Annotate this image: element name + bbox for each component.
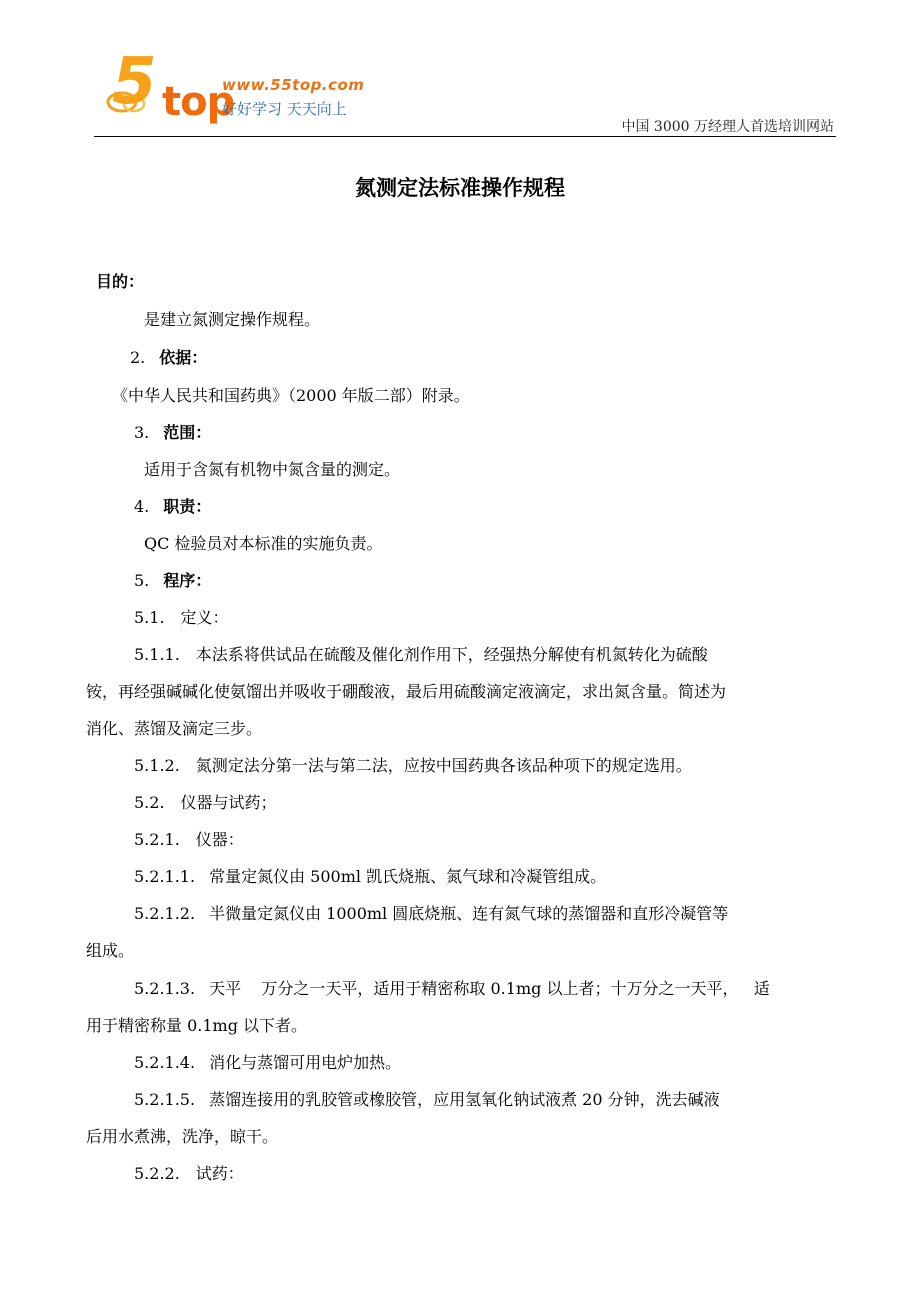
line-text: 是建立氮测定操作规程。 xyxy=(144,310,321,329)
header-divider xyxy=(94,136,836,137)
section-number: 5.2.1.5. xyxy=(134,1090,196,1109)
document-line xyxy=(96,272,144,292)
section-heading: 程序： xyxy=(163,571,212,590)
line-text: 定义： xyxy=(180,608,229,627)
line-text: 消化与蒸馏可用电炉加热。 xyxy=(209,1053,402,1072)
line-text: 用于精密称量 0.1mg 以下者。 xyxy=(86,1016,308,1035)
section-number: 5.2.1.4. xyxy=(134,1053,196,1072)
document-line xyxy=(134,867,606,887)
document-line xyxy=(134,756,692,776)
section-number: 5.2.1. xyxy=(134,830,180,849)
section-number: 5.2. xyxy=(134,793,165,812)
document-title: 氮测定法标准操作规程 xyxy=(355,176,565,200)
line-text: 消化、蒸馏及滴定三步。 xyxy=(86,719,263,738)
section-number: 2. xyxy=(130,348,146,367)
section-heading: 依据： xyxy=(159,348,208,367)
line-text: 试药： xyxy=(195,1164,244,1183)
line-text: 适用于含氮有机物中氮含量的测定。 xyxy=(144,460,401,479)
section-heading: 目的： xyxy=(96,272,145,291)
document-line xyxy=(86,1016,307,1036)
document-line xyxy=(134,497,211,517)
document-line xyxy=(134,979,770,999)
document-line xyxy=(86,941,134,961)
section-number: 5.2.1.1. xyxy=(134,867,196,886)
document-line xyxy=(134,904,728,924)
document-line xyxy=(144,310,320,330)
section-number: 5.1. xyxy=(134,608,165,627)
document-line xyxy=(86,719,262,739)
document-line xyxy=(134,793,277,813)
line-text: 常量定氮仪由 500ml 凯氏烧瓶、氮气球和冷凝管组成。 xyxy=(209,867,607,886)
line-text: 本法系将供试品在硫酸及催化剂作用下，经强热分解使有机氮转化为硫酸 xyxy=(195,645,708,664)
line-text: 蒸馏连接用的乳胶管或橡胶管，应用氢氧化钠试液煮 20 分钟，洗去碱液 xyxy=(209,1090,720,1109)
document-line xyxy=(144,534,382,554)
document-line xyxy=(134,645,708,665)
document-line xyxy=(86,682,726,702)
section-heading: 职责： xyxy=(163,497,212,516)
line-text: 半微量定氮仪由 1000ml 圆底烧瓶、连有氮气球的蒸馏器和直形冷凝管等 xyxy=(209,904,729,923)
line-text: 组成。 xyxy=(86,941,135,960)
logo-slogan: 好好学习 天天向上 xyxy=(222,100,347,118)
line-text: 《中华人民共和国药典》（2000 年版二部）附录。 xyxy=(112,386,470,405)
line-text: 铵，再经强碱碱化使氨馏出并吸收于硼酸液，最后用硫酸滴定液滴定，求出氮含量。简述为 xyxy=(86,682,727,701)
section-number: 5.2.1.2. xyxy=(134,904,196,923)
section-number: 5. xyxy=(134,571,150,590)
section-number: 5.1.2. xyxy=(134,756,180,775)
logo-word: top xyxy=(162,79,235,125)
document-line xyxy=(130,348,207,368)
line-text: 天平 万分之一天平，适用于精密称取 0.1mg 以上者；十万分之一天平， 适 xyxy=(209,979,770,998)
site-logo[interactable] xyxy=(104,45,424,134)
document-line xyxy=(134,1090,720,1110)
section-heading: 范围： xyxy=(163,423,212,442)
document-line xyxy=(134,1053,401,1073)
document-line xyxy=(134,423,211,443)
document-line xyxy=(134,830,244,850)
section-number: 5.2.2. xyxy=(134,1164,180,1183)
document-line xyxy=(134,1164,244,1184)
section-number: 3. xyxy=(134,423,150,442)
section-number: 5.2.1.3. xyxy=(134,979,196,998)
line-text: 氮测定法分第一法与第二法，应按中国药典各该品种项下的规定选用。 xyxy=(195,756,692,775)
page-header xyxy=(0,0,920,140)
line-text: QC 检验员对本标准的实施负责。 xyxy=(144,534,383,553)
document-line xyxy=(134,608,229,628)
logo-mark: 5 xyxy=(112,45,157,119)
document-line xyxy=(144,460,400,480)
line-text: 仪器： xyxy=(195,830,244,849)
document-line xyxy=(86,1127,278,1147)
document-line xyxy=(112,386,470,406)
line-text: 后用水煮沸，洗净，晾干。 xyxy=(86,1127,279,1146)
line-text: 仪器与试药； xyxy=(180,793,277,812)
site-tagline: 中国 3000 万经理人首选培训网站 xyxy=(621,119,834,135)
section-number: 4. xyxy=(134,497,150,516)
document-line xyxy=(134,571,211,591)
section-number: 5.1.1. xyxy=(134,645,180,664)
logo-url: www.55top.com xyxy=(222,76,365,94)
